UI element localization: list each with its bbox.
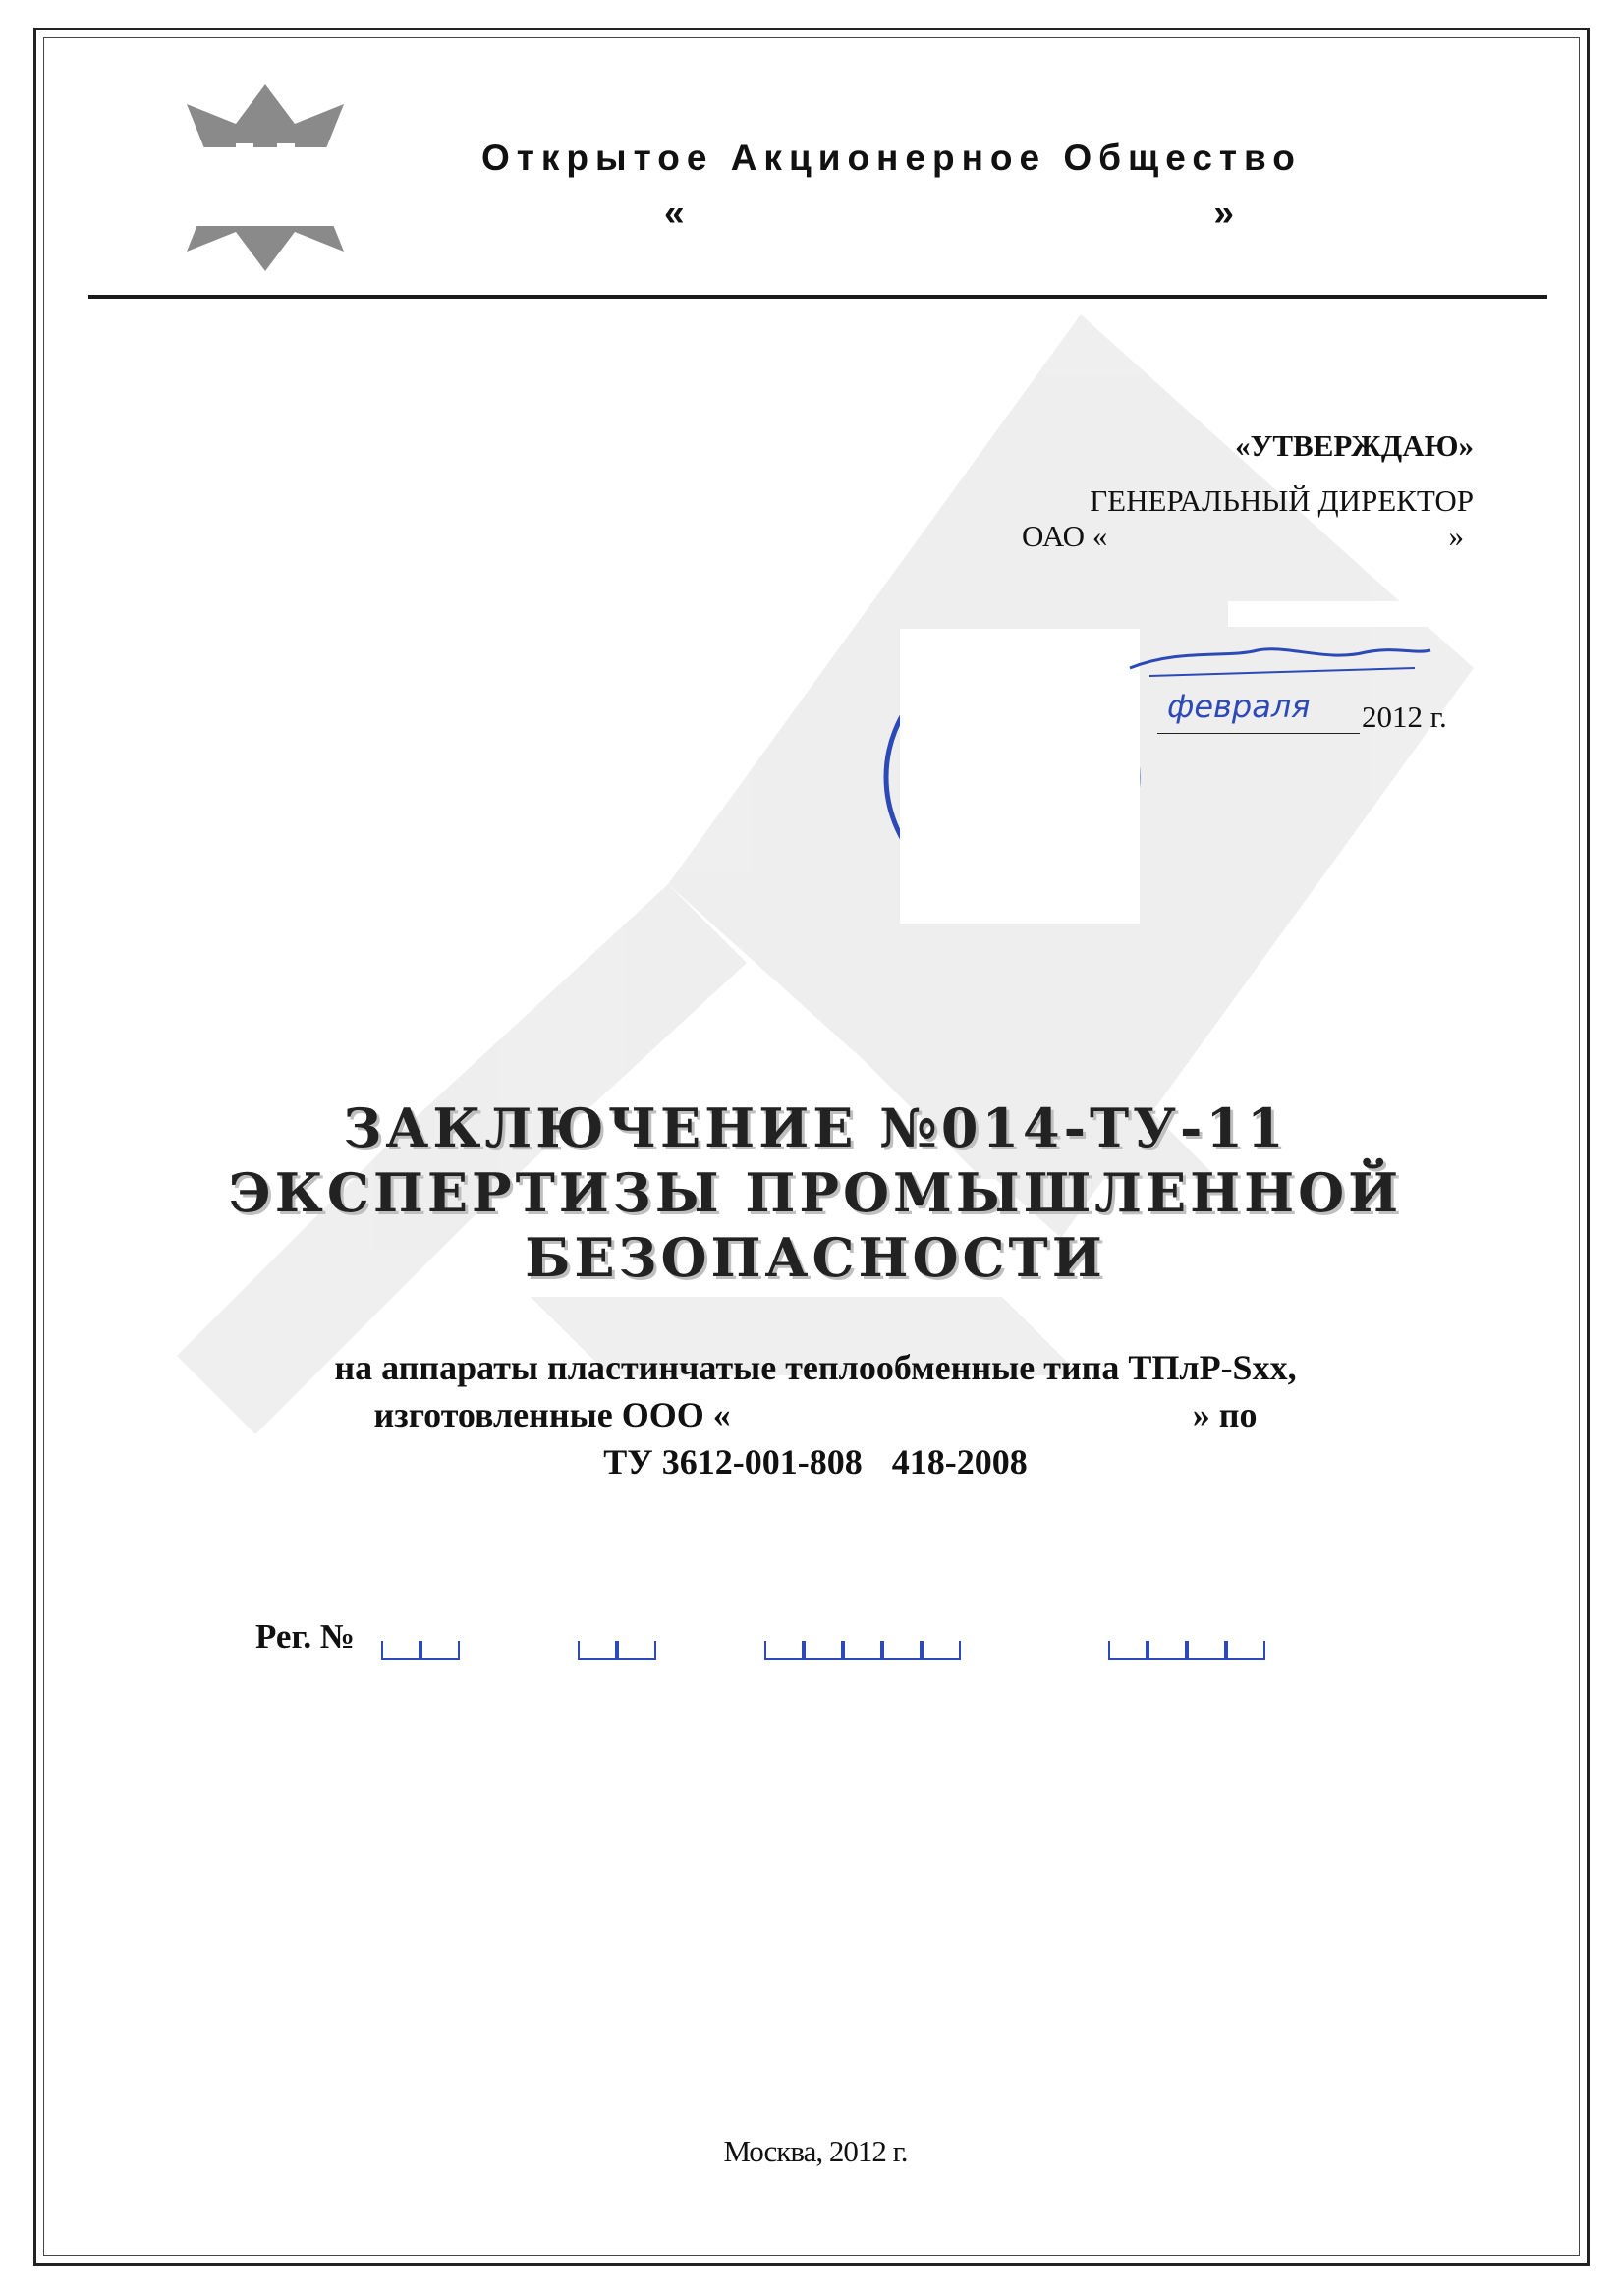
document-subtitle (157, 1344, 1474, 1485)
stamp-redaction (900, 629, 1140, 924)
approval-date-year: 2012 г. (1362, 700, 1447, 734)
header-divider (88, 295, 1547, 299)
subtitle-line-2-a: изготовленные ООО « (373, 1395, 731, 1434)
subtitle-line-3-b: 418-2008 (891, 1442, 1028, 1482)
approval-org-suffix: » (1448, 519, 1464, 553)
org-quoted-name (664, 193, 1234, 236)
document-title (157, 1095, 1474, 1290)
approval-org-prefix: ОАО « (1022, 519, 1108, 553)
approval-title: «УТВЕРЖДАЮ» (1235, 428, 1474, 463)
org-name: Открытое Акционерное Общество (481, 138, 1302, 178)
title-line-3: БЕЗОПАСНОСТИ (525, 1226, 1106, 1289)
title-line-2: ЭКСПЕРТИЗЫ ПРОМЫШЛЕННОЙ (228, 1161, 1403, 1224)
registration-redaction (379, 1599, 1352, 1641)
title-line-1: ЗАКЛЮЧЕНИЕ №014-ТУ-11 (343, 1096, 1288, 1159)
subtitle-line-3 (157, 1438, 1474, 1485)
approval-role: ГЕНЕРАЛЬНЫЙ ДИРЕКТОР (1090, 483, 1474, 518)
quote-open: « (664, 193, 685, 233)
approval-date-month: февраля (1167, 688, 1311, 725)
city-year: Москва, 2012 г. (723, 2134, 908, 2168)
subtitle-line-3-a: ТУ 3612-001-808 (603, 1442, 863, 1482)
signer-name-redaction (1228, 601, 1464, 627)
subtitle-line-2 (157, 1391, 1474, 1438)
registration-label: Рег. № (255, 1617, 356, 1655)
approval-org (1022, 519, 1474, 560)
quote-close: » (1213, 193, 1234, 233)
date-underline (1157, 733, 1360, 734)
subtitle-line-2-b: » по (1192, 1395, 1258, 1434)
logo-redaction (108, 147, 403, 226)
subtitle-line-1: на аппараты пластинчатые теплообменные типа ТПлР-Sxx, (334, 1348, 1297, 1387)
approval-block (1022, 428, 1474, 560)
